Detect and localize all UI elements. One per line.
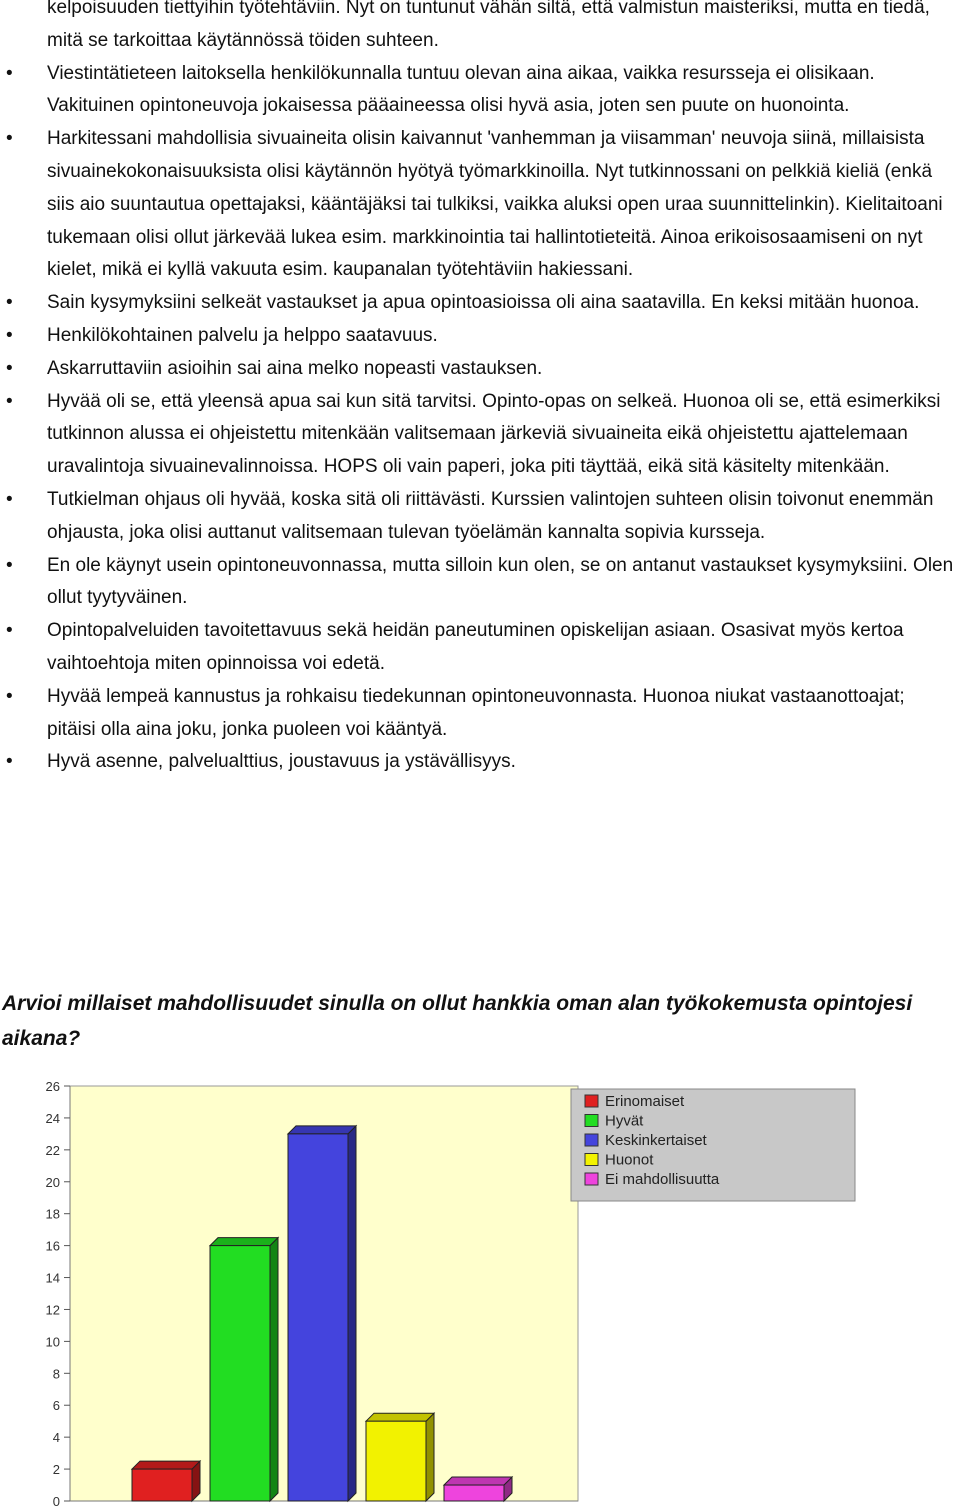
- list-item: [0, 123, 960, 287]
- y-tick-label: 0: [52, 1494, 60, 1507]
- bar-side: [270, 1238, 278, 1501]
- list-item-text: kelpoisuuden tiettyihin työtehtäviin. Nyt on tuntunut vähän siltä, että valmistun maisteriksi, mutta en tiedä, mitä se tarkoittaa käytännössä töiden suhteen.: [47, 0, 930, 51]
- y-tick-label: 16: [45, 1238, 60, 1254]
- y-tick-label: 12: [45, 1302, 60, 1318]
- bullet-icon: •: [6, 685, 13, 707]
- bullet-icon: •: [6, 620, 13, 642]
- y-tick-label: 8: [52, 1366, 60, 1382]
- bullet-icon: •: [6, 554, 13, 576]
- y-tick-label: 10: [45, 1334, 60, 1350]
- bar: [210, 1246, 270, 1501]
- list-item: [0, 746, 960, 779]
- bar-side: [426, 1413, 434, 1501]
- list-item: [0, 0, 960, 58]
- list-item: [0, 484, 960, 550]
- y-tick-label: 2: [52, 1462, 60, 1478]
- y-tick-label: 18: [45, 1206, 60, 1222]
- legend-swatch: [585, 1095, 598, 1107]
- list-item-text: Askarruttaviin asioihin sai aina melko nopeasti vastauksen.: [47, 357, 543, 379]
- bullet-icon: •: [6, 128, 13, 150]
- question-heading: Arvioi millaiset mahdollisuudet sinulla on ollut hankkia oman alan työkokemusta opintojesi aikana?: [2, 992, 913, 1050]
- bullet-icon: •: [6, 488, 13, 510]
- list-item-text: Hyvää oli se, että yleensä apua sai kun sitä tarvitsi. Opinto-opas on selkeä. Huonoa oli se, että esimerkiksi tutkinnon alussa ei ohjeistettu mitenkään valitsemaan järkeviä sivuaineita eikä ohjeistettu ajattelemaan uravalintoja sivuainevalinnoissa. HOPS oli vain paperi, joka piti täyttää, eikä sitä käsitelty mitenkään.: [47, 390, 941, 478]
- list-item-text: Harkitessani mahdollisia sivuaineita olisin kaivannut 'vanhemman ja viisamman' neuvoja siinä, millaisista sivuainekokonaisuuksista olisi käytännön hyötyä työmarkkinoilla. Nyt tutkinnossani on pelkkiä kieliä (enkä siis aio suuntautua opettajaksi, kääntäjäksi tai tulkiksi, vaikka aluksi open uraa suunnittelinkin). Kielitaitoani tukemaan olisi ollut järkevää lukea esim. markkinointia tai hallintotieteitä. Ainoa erikoisosaamiseni on nyt kielet, mikä ei kyllä vakuuta esim. kaupanalan työtehtäviin hakiessani.: [47, 128, 943, 281]
- legend-label: Erinomaiset: [605, 1093, 685, 1110]
- bar-top: [366, 1413, 434, 1421]
- bar: [288, 1134, 348, 1501]
- bar-top: [210, 1238, 278, 1246]
- bar-top: [132, 1461, 200, 1469]
- list-item: [0, 320, 960, 353]
- bullet-icon: •: [6, 292, 13, 314]
- legend-label: Ei mahdollisuutta: [605, 1171, 720, 1188]
- list-item: [0, 615, 960, 681]
- bullet-icon: •: [6, 390, 13, 412]
- bullet-icon: •: [6, 324, 13, 346]
- list-item: [0, 681, 960, 747]
- list-item-text: Opintopalveluiden tavoitettavuus sekä heidän paneutuminen opiskelijan asiaan. Osasivat myös kertoa vaihtoehtoja miten opinnoissa voi edetä.: [47, 620, 904, 674]
- y-tick-label: 22: [45, 1142, 60, 1158]
- legend-label: Hyvät: [605, 1112, 644, 1130]
- bar-top: [444, 1477, 512, 1485]
- legend-label: Keskinkertaiset: [605, 1132, 707, 1149]
- y-tick-label: 26: [45, 1079, 60, 1094]
- list-item: [0, 287, 960, 320]
- list-item: [0, 386, 960, 484]
- bullet-icon: •: [6, 62, 13, 84]
- bullet-icon: •: [6, 357, 13, 379]
- legend-swatch: [585, 1115, 598, 1127]
- list-item-text: Viestintätieteen laitoksella henkilökunnalla tuntuu olevan aina aikaa, vaikka resursseja ei olisikaan. Vakituinen opintoneuvoja jokaisessa pääaineessa olisi hyvä asia, joten sen puute on huonointa.: [47, 62, 875, 117]
- bar-side: [348, 1126, 356, 1501]
- bar: [366, 1421, 426, 1501]
- list-item-text: Hyvää lempeä kannustus ja rohkaisu tiedekunnan opintoneuvonnasta. Huonoa niukat vastaanottoajat; pitäisi olla aina joku, jonka puoleen voi kääntyä.: [47, 685, 905, 740]
- legend-swatch: [585, 1134, 598, 1146]
- list-item: [0, 58, 960, 124]
- list-item-text: En ole käynyt usein opintoneuvonnassa, mutta silloin kun olen, se on antanut vastaukset kysymyksiini. Olen ollut tyytyväinen.: [47, 554, 954, 609]
- y-tick-label: 20: [45, 1174, 60, 1190]
- legend-swatch: [585, 1154, 598, 1166]
- list-item: [0, 550, 960, 616]
- legend-swatch: [585, 1173, 598, 1185]
- bar: [132, 1469, 192, 1501]
- list-item-text: Hyvä asenne, palvelualttius, joustavuus ja ystävällisyys.: [47, 751, 516, 773]
- list-item: [0, 353, 960, 386]
- y-tick-label: 4: [52, 1430, 60, 1446]
- list-item-text: Tutkielman ohjaus oli hyvää, koska sitä oli riittävästi. Kurssien valintojen suhteen olisin toivonut enemmän ohjausta, joka olisi auttanut valitsemaan tulevan työelämän kannalta sopivia kursseja.: [47, 488, 934, 543]
- bullet-icon: •: [6, 751, 13, 773]
- bar: [444, 1485, 504, 1501]
- y-tick-label: 24: [45, 1110, 60, 1126]
- list-item-text: Sain kysymyksiini selkeät vastaukset ja apua opintoasioissa oli aina saatavilla. En keksi mitään huonoa.: [47, 292, 920, 314]
- bar-top: [288, 1126, 356, 1134]
- y-tick-label: 14: [45, 1270, 60, 1286]
- bar-chart: [0, 1070, 960, 1507]
- legend-label: Huonot: [605, 1151, 654, 1169]
- list-item-text: Henkilökohtainen palvelu ja helppo saatavuus.: [47, 324, 438, 346]
- y-tick-label: 6: [52, 1398, 60, 1414]
